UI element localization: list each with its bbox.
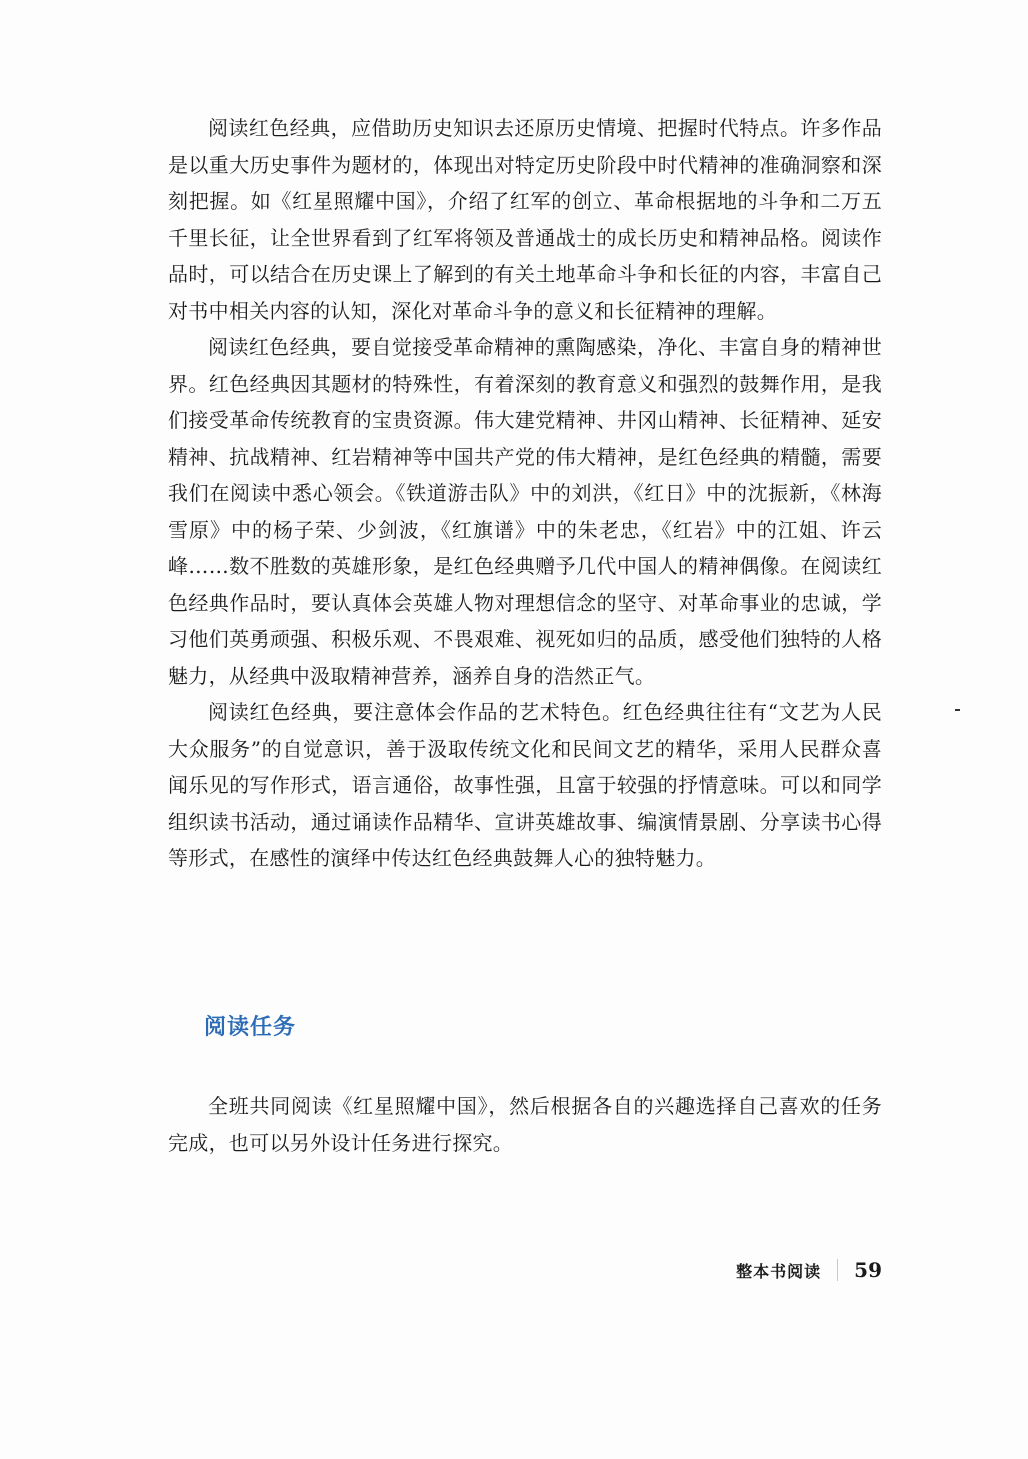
- paragraph-history-context: 阅读红色经典，应借助历史知识去还原历史情境、把握时代特点。许多作品是以重大历史事件为题材的，体现出对特定历史阶段中时代精神的准确洞察和深刻把握。如《红星照耀中国》，介绍了红军的创立、革命根据地的斗争和二万五千里长征，让全世界看到了红军将领及普通战士的成长历史和精神品格。阅读作品时，可以结合在历史课上了解到的有关土地革命斗争和长征的内容，丰富自己对书中相关内容的认知，深化对革命斗争的意义和长征精神的理解。: [168, 116, 882, 323]
- margin-mark: [955, 709, 960, 711]
- task-paragraph: 全班共同阅读《红星照耀中国》，然后根据各自的兴趣选择自己喜欢的任务完成，也可以另外设计任务进行探究。: [168, 1094, 882, 1155]
- paragraph-artistic-features: 阅读红色经典，要注意体会作品的艺术特色。红色经典往往有“文艺为人民大众服务”的自觉意识，善于汲取传统文化和民间文艺的精华，采用人民群众喜闻乐见的写作形式，语言通俗，故事性强，且富于较强的抒情意味。可以和同学组织读书活动，通过诵读作品精华、宣讲英雄故事、编演情景剧、分享读书心得等形式，在感性的演绎中传达红色经典鼓舞人心的独特魅力。: [168, 700, 882, 870]
- section-title: 阅读任务: [204, 1014, 297, 1040]
- footer-divider: [837, 1259, 838, 1281]
- paragraph-revolutionary-spirit: 阅读红色经典，要自觉接受革命精神的熏陶感染，净化、丰富自身的精神世界。红色经典因其题材的特殊性，有着深刻的教育意义和强烈的鼓舞作用，是我们接受革命传统教育的宝贵资源。伟大建党精神、井冈山精神、长征精神、延安精神、抗战精神、红岩精神等中国共产党的伟大精神，是红色经典的精髓，需要我们在阅读中悉心领会。《铁道游击队》中的刘洪，《红日》中的沈振新，《林海雪原》中的杨子荣、少剑波，《红旗谱》中的朱老忠，《红岩》中的江姐、许云峰……数不胜数的英雄形象，是红色经典赠予几代中国人的精神偶像。在阅读红色经典作品时，要认真体会英雄人物对理想信念的坚守、对革命事业的忠诚，学习他们英勇顽强、积极乐观、不畏艰难、视死如归的品质，感受他们独特的人格魅力，从经典中汲取精神营养，涵养自身的浩然正气。: [168, 335, 882, 688]
- page-number: 59: [854, 1258, 882, 1282]
- page-footer: [736, 1258, 882, 1282]
- body-text: [168, 110, 882, 877]
- footer-label: 整本书阅读: [736, 1261, 822, 1281]
- task-text-block: [168, 1088, 882, 1161]
